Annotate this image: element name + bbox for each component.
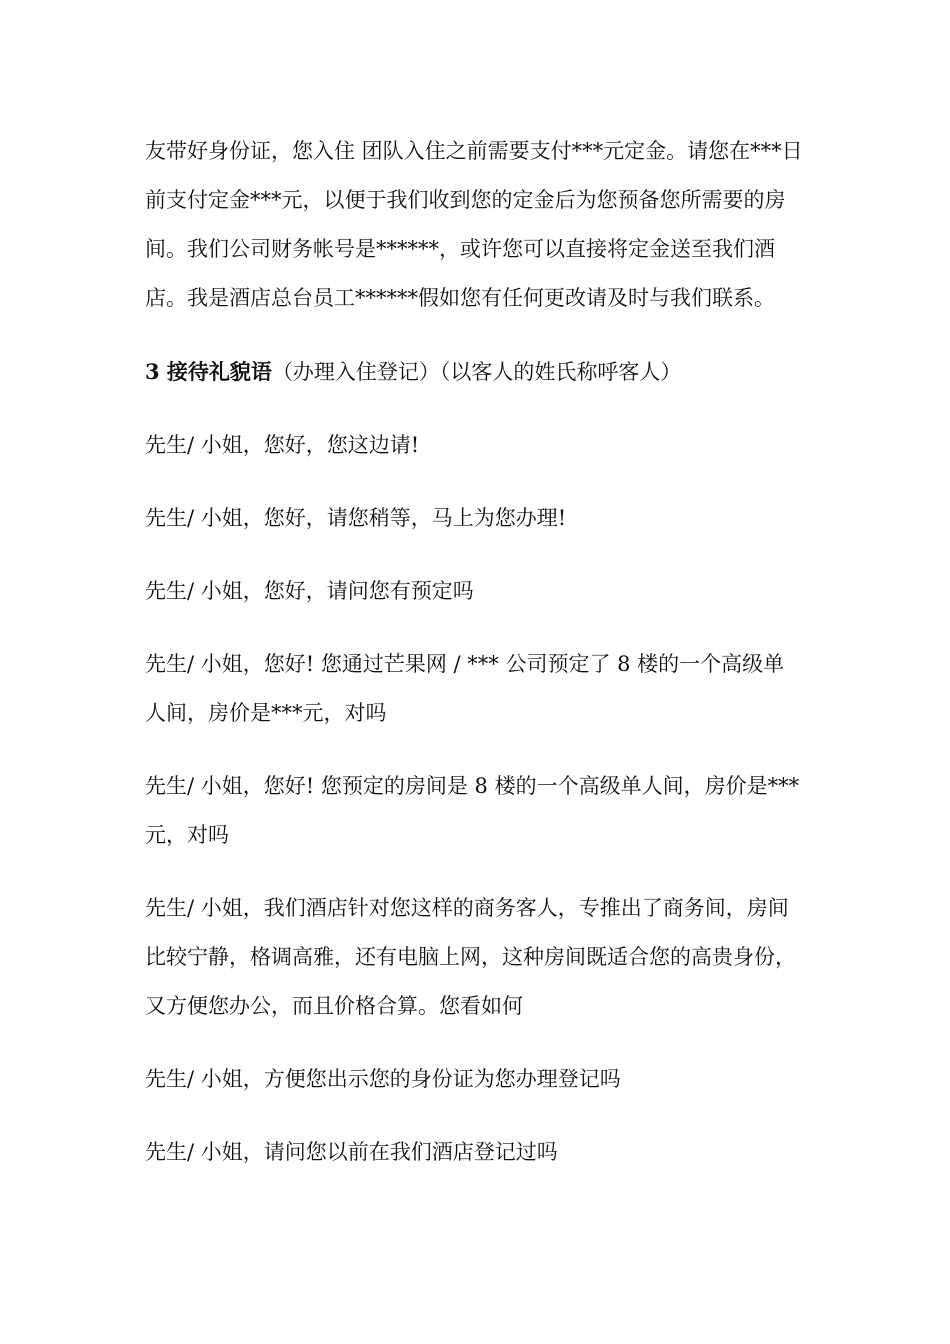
phrase-item: 先生/ 小姐，请问您以前在我们酒店登记过吗 <box>145 1140 558 1164</box>
phrase-item: 先生/ 小姐，您好! 您通过芒果网 / *** 公司预定了 8 楼的一个高级单人间，房价是***元，对吗 <box>145 652 785 725</box>
intro-paragraph: 友带好身份证，您入住 团队入住之前需要支付***元定金。请您在***日前支付定金***元，以便于我们收到您的定金后为您预备您所需要的房间。我们公司财务帐号是******，或许您可以直接将定金送至我们酒店。我是酒店总台员工******假如您有任何更改请及时与我们联系。 <box>145 139 803 310</box>
phrase-item: 先生/ 小姐，方便您出示您的身份证为您办理登记吗 <box>145 1067 621 1091</box>
phrase-item: 先生/ 小姐，您好! 您预定的房间是 8 楼的一个高级单人间，房价是***元，对吗 <box>145 774 800 847</box>
section-heading-title: 3 接待礼貌语 <box>145 359 272 384</box>
phrase-item: 先生/ 小姐，您好，请问您有预定吗 <box>145 579 474 603</box>
document-page <box>145 127 805 1177</box>
section-heading-note: （办理入住登记）（以客人的姓氏称呼客人） <box>271 360 682 384</box>
phrase-item: 先生/ 小姐，您好，请您稍等，马上为您办理! <box>145 506 567 530</box>
phrase-item: 先生/ 小姐，您好，您这边请! <box>145 433 420 457</box>
phrase-item: 先生/ 小姐，我们酒店针对您这样的商务客人，专推出了商务间，房间比较宁静，格调高雅，还有电脑上网，这种房间既适合您的高贵身份，又方便您办公，而且价格合算。您看如何 <box>145 896 796 1018</box>
section-heading <box>145 347 805 397</box>
